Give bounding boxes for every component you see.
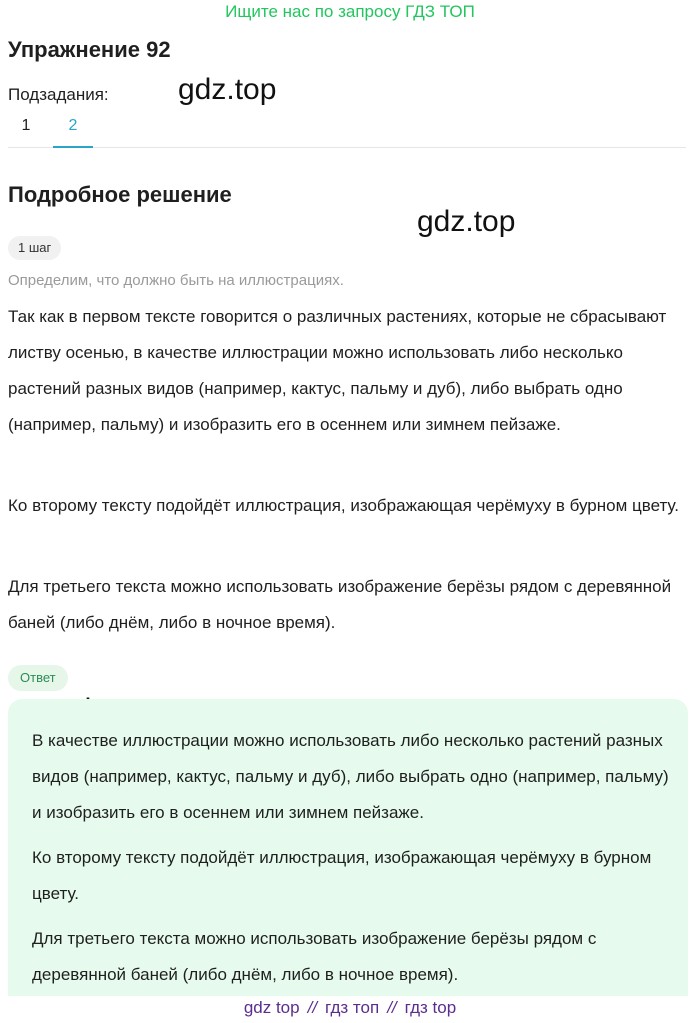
- watermark: gdz.top: [178, 73, 277, 106]
- footer: [0, 996, 700, 1020]
- answer-paragraph: Ко второму тексту подойдёт иллюстрация, изображающая черёмуху в бурном цвету.: [32, 848, 652, 903]
- footer-separator: //: [387, 998, 397, 1017]
- step-hint: Определим, что должно быть на иллюстрациях.: [8, 272, 344, 289]
- top-banner: Ищите нас по запросу ГДЗ ТОП: [225, 2, 475, 21]
- exercise-title: Упражнение 92: [8, 37, 171, 62]
- subtasks-label: Подзадания:: [8, 85, 109, 104]
- footer-link[interactable]: гдз top: [404, 998, 457, 1017]
- solution-title: Подробное решение: [8, 182, 232, 207]
- solution-paragraph: Для третьего текста можно использовать изображение берёзы рядом с деревянной баней (либо днём, либо в ночное время).: [8, 577, 672, 632]
- footer-link[interactable]: gdz top: [243, 998, 300, 1017]
- solution-paragraph: Так как в первом тексте говорится о различных растениях, которые не сбрасывают листву осенью, в качестве иллюстрации можно использовать либо несколько растений разных видов (например, кактус, пальму и дуб), либо выбрать одно (например, пальму) и изобразить его в осеннем или зимнем пейзаже.: [8, 307, 667, 434]
- solution-paragraph: Ко второму тексту подойдёт иллюстрация, изображающая черёмуху в бурном цвету.: [8, 496, 679, 515]
- answer-paragraph: Для третьего текста можно использовать изображение берёзы рядом с деревянной баней (либо днём, либо в ночное время).: [32, 929, 597, 984]
- answer-paragraph: В качестве иллюстрации можно использовать либо несколько растений разных видов (например, кактус, пальму и дуб), либо выбрать одно (например, пальму) и изобразить его в осеннем или зимнем пейзаже.: [32, 731, 669, 822]
- footer-separator: //: [307, 998, 318, 1017]
- subtask-tabs: [8, 110, 686, 148]
- tab-subtask-1[interactable]: 1: [21, 117, 31, 134]
- footer-link[interactable]: гдз топ: [325, 998, 380, 1017]
- answer-badge: Ответ: [8, 665, 68, 691]
- step-badge: 1 шаг: [8, 236, 61, 260]
- tab-subtask-2[interactable]: 2: [53, 110, 93, 148]
- watermark: gdz.top: [417, 205, 516, 238]
